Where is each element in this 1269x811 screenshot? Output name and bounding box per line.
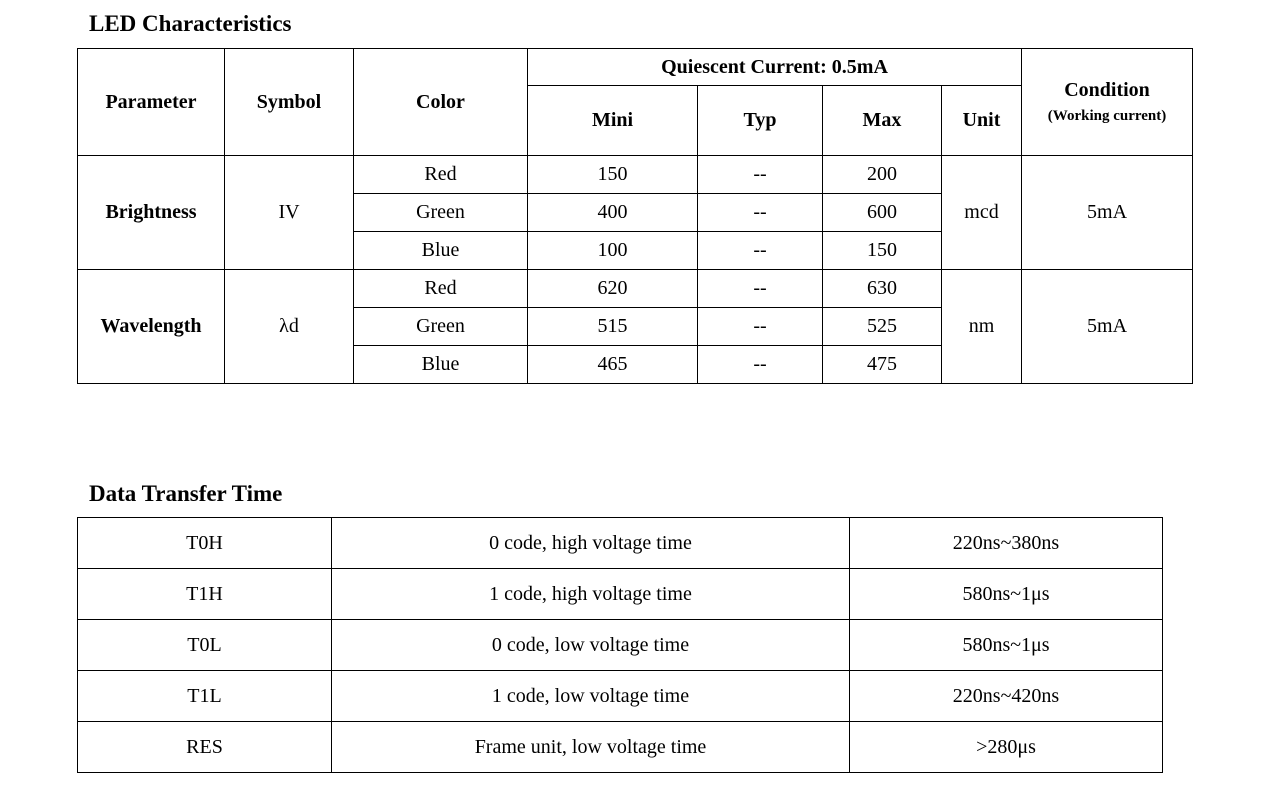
header-condition-label: Condition	[1064, 79, 1150, 101]
header-condition	[1022, 49, 1193, 156]
condition-brightness: 5mA	[1022, 156, 1193, 270]
mini-cell: 620	[528, 270, 698, 308]
condition-wavelength: 5mA	[1022, 270, 1193, 384]
typ-cell: --	[698, 308, 823, 346]
symbol-wavelength: λd	[225, 270, 354, 384]
max-cell: 630	[823, 270, 942, 308]
timing-name: RES	[78, 722, 332, 773]
led-characteristics-title: LED Characteristics	[89, 11, 292, 36]
mini-cell: 150	[528, 156, 698, 194]
table-row	[78, 518, 1163, 569]
timing-description: 1 code, high voltage time	[332, 569, 850, 620]
timing-value: 220ns~380ns	[850, 518, 1163, 569]
header-typ: Typ	[698, 86, 823, 156]
color-cell: Red	[354, 270, 528, 308]
mini-cell: 400	[528, 194, 698, 232]
timing-value: 580ns~1μs	[850, 620, 1163, 671]
color-cell: Blue	[354, 232, 528, 270]
param-wavelength: Wavelength	[78, 270, 225, 384]
header-parameter: Parameter	[78, 49, 225, 156]
max-cell: 200	[823, 156, 942, 194]
header-color: Color	[354, 49, 528, 156]
led-characteristics-table	[77, 48, 1193, 384]
max-cell: 150	[823, 232, 942, 270]
mini-cell: 515	[528, 308, 698, 346]
header-unit: Unit	[942, 86, 1022, 156]
table-row	[78, 671, 1163, 722]
header-mini: Mini	[528, 86, 698, 156]
timing-name: T1H	[78, 569, 332, 620]
param-brightness: Brightness	[78, 156, 225, 270]
unit-wavelength: nm	[942, 270, 1022, 384]
timing-description: Frame unit, low voltage time	[332, 722, 850, 773]
typ-cell: --	[698, 194, 823, 232]
typ-cell: --	[698, 156, 823, 194]
color-cell: Blue	[354, 346, 528, 384]
symbol-brightness: IV	[225, 156, 354, 270]
color-cell: Green	[354, 194, 528, 232]
timing-value: >280μs	[850, 722, 1163, 773]
max-cell: 525	[823, 308, 942, 346]
data-transfer-time-title: Data Transfer Time	[89, 481, 283, 506]
color-cell: Red	[354, 156, 528, 194]
typ-cell: --	[698, 346, 823, 384]
mini-cell: 465	[528, 346, 698, 384]
unit-brightness: mcd	[942, 156, 1022, 270]
table-row	[78, 722, 1163, 773]
timing-name: T1L	[78, 671, 332, 722]
max-cell: 600	[823, 194, 942, 232]
timing-name: T0H	[78, 518, 332, 569]
data-transfer-time-table	[77, 517, 1163, 773]
typ-cell: --	[698, 232, 823, 270]
timing-description: 0 code, high voltage time	[332, 518, 850, 569]
timing-description: 1 code, low voltage time	[332, 671, 850, 722]
header-quiescent-current: Quiescent Current: 0.5mA	[528, 49, 1022, 86]
color-cell: Green	[354, 308, 528, 346]
header-condition-sub: (Working current)	[1047, 108, 1167, 124]
header-symbol: Symbol	[225, 49, 354, 156]
timing-value: 220ns~420ns	[850, 671, 1163, 722]
timing-description: 0 code, low voltage time	[332, 620, 850, 671]
header-max: Max	[823, 86, 942, 156]
timing-value: 580ns~1μs	[850, 569, 1163, 620]
max-cell: 475	[823, 346, 942, 384]
typ-cell: --	[698, 270, 823, 308]
timing-name: T0L	[78, 620, 332, 671]
table-row	[78, 569, 1163, 620]
table-row	[78, 620, 1163, 671]
mini-cell: 100	[528, 232, 698, 270]
